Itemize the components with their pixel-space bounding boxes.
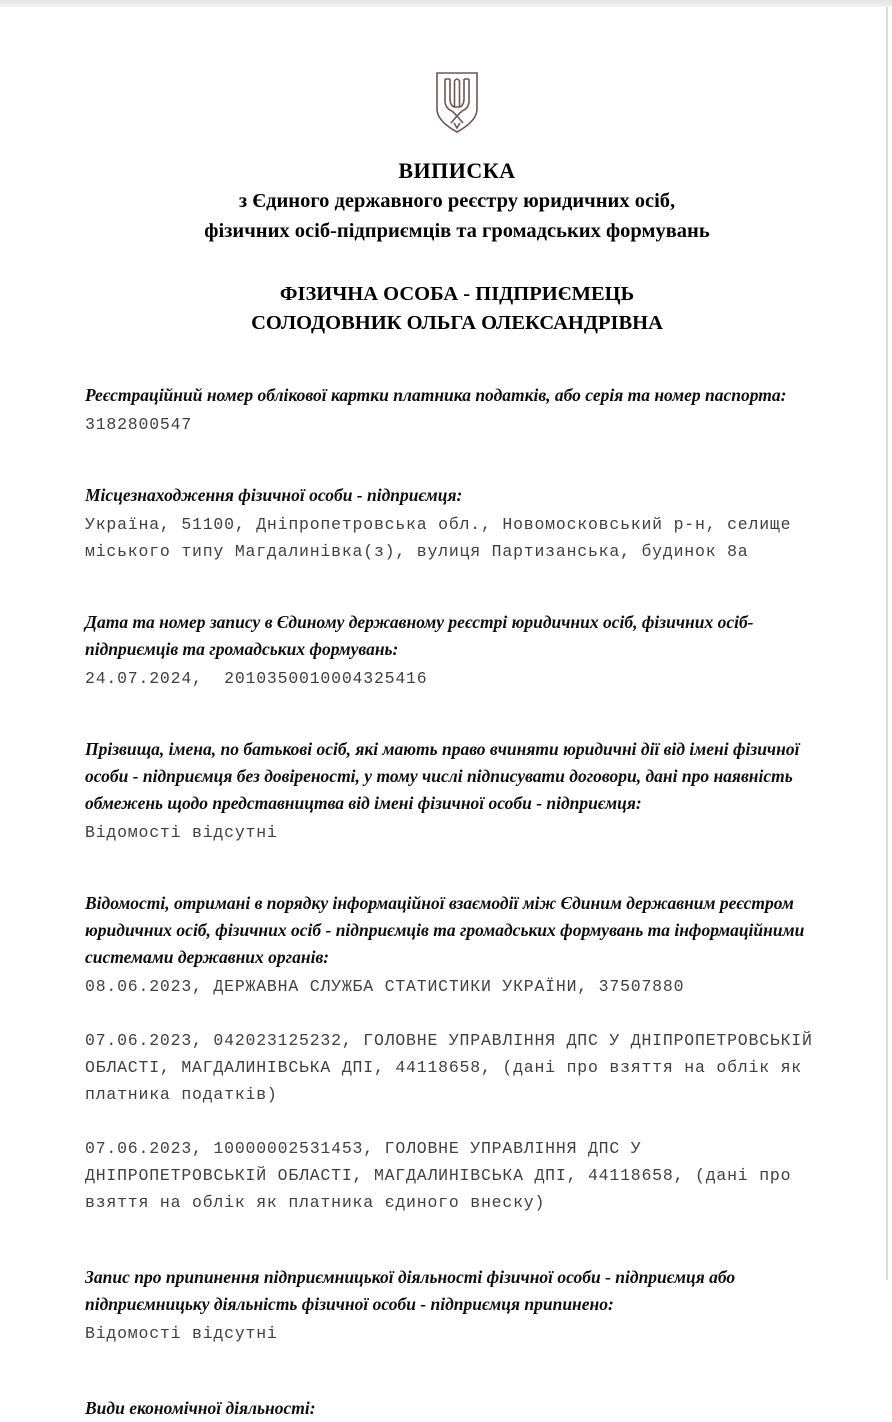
- entity-name: СОЛОДОВНИК ОЛЬГА ОЛЕКСАНДРІВНА: [251, 312, 663, 334]
- section-header: Відомості, отримані в порядку інформаційної взаємодії між Єдиним державним реєстром юридичних осіб, фізичних осіб - підприємців та громадських формувань та інформаційними системами державних органів:: [85, 893, 805, 967]
- tax-number-value: 3182800547: [85, 415, 193, 434]
- entity-block: [85, 280, 829, 338]
- section-header: Місцезнаходження фізичної особи - підприємця:: [85, 485, 463, 505]
- section-header: Реєстраційний номер облікової картки платника податків, або серія та номер паспорта:: [85, 385, 787, 405]
- section-authorized-persons: [85, 736, 829, 846]
- section-header: Дата та номер запису в Єдиному державному реєстрі юридичних осіб, фізичних осіб-підприємців та громадських формувань:: [85, 612, 754, 659]
- authorized-persons-value: Відомості відсутні: [85, 823, 278, 842]
- section-record-date-number: [85, 609, 829, 692]
- document-subtitle-line1: з Єдиного державного реєстру юридичних осіб,: [238, 190, 676, 212]
- page-right-edge: [886, 7, 888, 1280]
- section-state-registers-info: [85, 890, 829, 1216]
- document-page: [0, 7, 886, 1422]
- statistics-service-record: 08.06.2023, ДЕРЖАВНА СЛУЖБА СТАТИСТИКИ УКРАЇНИ, 37507880: [85, 977, 685, 996]
- emblem-container: [85, 71, 829, 140]
- entity-type: ФІЗИЧНА ОСОБА - ПІДПРИЄМЕЦЬ: [279, 283, 635, 305]
- section-header: Види економічної діяльності:: [85, 1398, 316, 1418]
- tax-office-record-single-contribution: 07.06.2023, 10000002531453, ГОЛОВНЕ УПРАВЛІННЯ ДПС У ДНІПРОПЕТРОВСЬКІЙ ОБЛАСТІ, МАГДАЛИНІВСЬКА ДПІ, 44118658, (дані про взяття на облік як платника єдиного внеску): [85, 1139, 803, 1212]
- section-economic-activities: [85, 1395, 829, 1422]
- record-date-number-value: 24.07.2024, 2010350010004325416: [85, 669, 428, 688]
- section-tax-number: [85, 382, 829, 438]
- section-header: Запис про припинення підприємницької діяльності фізичної особи - підприємця або підприємницьку діяльність фізичної особи - підприємця припинено:: [85, 1267, 736, 1314]
- viewer-top-edge: [0, 0, 892, 7]
- section-header: Прізвища, імена, по батькові осіб, які мають право вчиняти юридичні дії від імені фізичної особи - підприємця без довіреності, у тому числі підписувати договори, дані про наявність обмежень щодо представництва від імені фізичної особи - підприємця:: [85, 739, 800, 813]
- document-subtitle-line2: фізичних осіб-підприємців та громадських формувань: [204, 220, 710, 242]
- tax-office-record-taxpayer: 07.06.2023, 042023125232, ГОЛОВНЕ УПРАВЛІННЯ ДПС У ДНІПРОПЕТРОВСЬКІЙ ОБЛАСТІ, МАГДАЛИНІВСЬКА ДПІ, 44118658, (дані про взяття на облік як платника податків): [85, 1031, 824, 1104]
- document-title-block: [85, 156, 829, 246]
- termination-record-value: Відомості відсутні: [85, 1324, 278, 1343]
- document-title: ВИПИСКА: [398, 158, 516, 183]
- location-value: Україна, 51100, Дніпропетровська обл., Новомосковський р-н, селище міського типу Магдалинівка(з), вулиця Партизанська, будинок 8а: [85, 515, 803, 561]
- section-location: [85, 482, 829, 565]
- ukraine-trident-emblem-icon: [433, 71, 481, 140]
- section-termination-record: [85, 1264, 829, 1347]
